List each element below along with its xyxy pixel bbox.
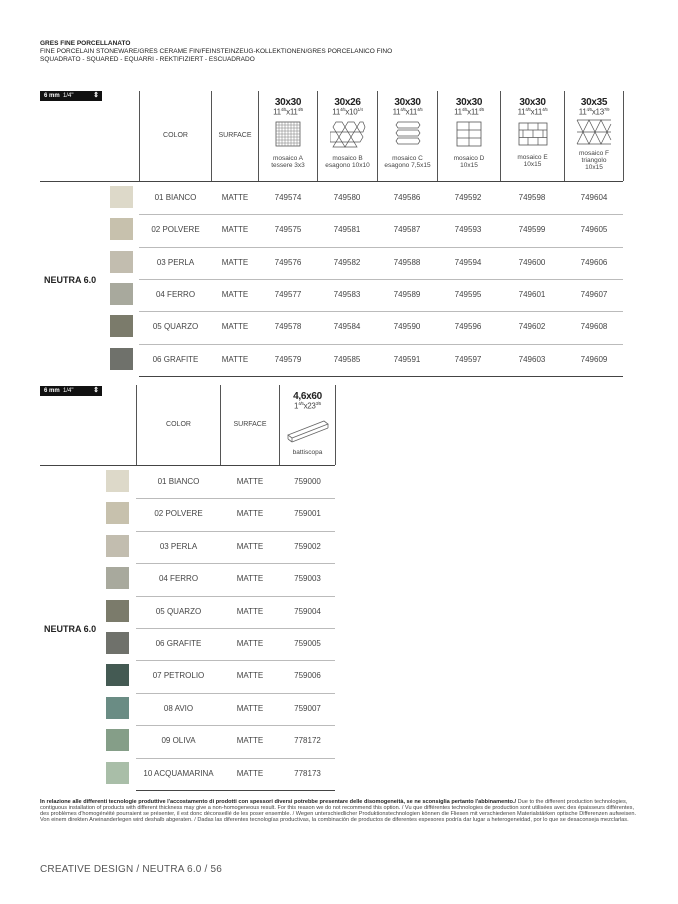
note-text: Due to the different production technologies, contiguous installation of products with different thickness may give a non-homogeneous result. For this reason we do not recommend this option. / Vu que différentes technologies de production sont utilisées avec des épaisseurs différentes, des problèmes d'homogénéité pourraient se présenter, il est donc déconseillé de les poser ensemble. / Wegen unterschiedlicher Produktionstechnologien können die Fliesen mit verschiedenen Materialstärken optische Differenzen aufweisen. Von einem direkten Aneinanderlegen wird deshalb abgeraten. / Dadas las diferentes tecnologías productivas, la combinación de productos de diferentes espesores podría dar lugar a heterogeneidad, por lo que se desaconseja mezclarlas. bbox=[40, 799, 637, 824]
format-header-skirting bbox=[280, 391, 335, 456]
article-code: 749592 bbox=[454, 193, 482, 202]
hexagon-mosaic-icon bbox=[330, 120, 366, 148]
format-header-e bbox=[501, 97, 564, 168]
skirting-board-icon bbox=[286, 417, 330, 443]
article-code: 749599 bbox=[518, 225, 546, 235]
article-code: 759002 bbox=[294, 541, 321, 551]
format-size: 30x26 bbox=[334, 97, 361, 108]
color-swatch bbox=[106, 762, 129, 784]
header-title: GRES FINE PORCELLANATO bbox=[40, 40, 131, 47]
article-code: 749585 bbox=[333, 354, 361, 364]
format-inch: $11^{4/5}x11^{4/5}$ bbox=[392, 107, 423, 117]
row-divider bbox=[139, 344, 623, 345]
divider bbox=[335, 385, 336, 465]
format-inch: $11^{4/5}x11^{4/5}$ bbox=[454, 107, 484, 117]
format-caption: mosaico C bbox=[392, 154, 423, 162]
surface-value: MATTE bbox=[221, 193, 249, 202]
thickness-inch: 1/4" bbox=[63, 93, 74, 99]
color-name: 04 FERRO bbox=[158, 574, 199, 584]
format-inch: $11^{4/5}x10^{1/4}$ bbox=[332, 107, 363, 117]
article-code: 749597 bbox=[454, 354, 482, 364]
surface-value: MATTE bbox=[236, 768, 264, 778]
color-name: 03 PERLA bbox=[156, 257, 195, 267]
color-swatch bbox=[106, 664, 129, 686]
format-header-f bbox=[565, 97, 623, 171]
format-inch: $11^{4/5}x11^{4/5}$ bbox=[517, 107, 548, 117]
article-code: 749593 bbox=[454, 225, 482, 235]
color-swatch bbox=[110, 348, 133, 370]
color-swatch bbox=[106, 567, 129, 589]
row-divider bbox=[139, 376, 623, 377]
square-grid-icon bbox=[456, 121, 482, 147]
format-caption: mosaico A bbox=[273, 154, 303, 162]
color-swatch bbox=[110, 186, 133, 208]
surface-value: MATTE bbox=[236, 541, 264, 551]
row-divider bbox=[139, 214, 623, 215]
surface-value: MATTE bbox=[236, 639, 264, 648]
color-name: 05 QUARZO bbox=[152, 322, 199, 332]
surface-value: MATTE bbox=[236, 736, 264, 746]
triangle-mosaic-icon bbox=[576, 119, 612, 145]
row-divider bbox=[136, 725, 335, 726]
article-code: 749586 bbox=[393, 193, 421, 202]
surface-value: MATTE bbox=[221, 322, 249, 332]
surface-column-header: SURFACE bbox=[218, 132, 252, 139]
color-name: 10 ACQUAMARINA bbox=[143, 768, 214, 778]
article-code: 749579 bbox=[274, 354, 302, 364]
table-rule bbox=[40, 465, 335, 466]
format-caption: mosaico D bbox=[453, 154, 485, 162]
article-code: 749598 bbox=[518, 193, 546, 202]
color-swatch bbox=[106, 502, 129, 524]
color-column-header: COLOR bbox=[163, 132, 188, 139]
color-swatch bbox=[106, 729, 129, 751]
surface-value: MATTE bbox=[236, 574, 264, 584]
article-code: 749580 bbox=[333, 193, 361, 202]
thickness-arrow-icon: ⇕ bbox=[93, 92, 99, 99]
color-swatch bbox=[106, 535, 129, 557]
article-code: 749602 bbox=[518, 322, 546, 332]
color-name: 05 QUARZO bbox=[155, 606, 202, 616]
color-swatch bbox=[110, 315, 133, 337]
format-caption: tessere 3x3 bbox=[271, 161, 305, 169]
color-name: 06 GRAFITE bbox=[152, 354, 199, 364]
surface-value: MATTE bbox=[236, 703, 264, 713]
divider bbox=[623, 91, 624, 181]
row-divider bbox=[139, 311, 623, 312]
page-header bbox=[40, 40, 392, 63]
article-code: 749587 bbox=[393, 225, 421, 235]
article-code: 749575 bbox=[274, 225, 302, 235]
article-code: 749607 bbox=[580, 289, 608, 299]
thickness-mm: 6 mm bbox=[44, 93, 60, 99]
thickness-badge bbox=[40, 386, 102, 396]
article-code: 759006 bbox=[294, 671, 321, 681]
color-name: 08 AVIO bbox=[163, 703, 194, 713]
format-caption: battiscopa bbox=[292, 448, 323, 456]
article-code: 749578 bbox=[274, 322, 302, 332]
thickness-mm: 6 mm bbox=[44, 388, 60, 394]
surface-value: MATTE bbox=[236, 671, 264, 681]
surface-value: MATTE bbox=[221, 354, 249, 364]
row-divider bbox=[136, 660, 335, 661]
series-name: NEUTRA 6.0 bbox=[44, 275, 97, 285]
color-swatch bbox=[106, 697, 129, 719]
color-name: 01 BIANCO bbox=[157, 477, 200, 486]
article-code: 749574 bbox=[274, 193, 302, 202]
format-size: 4,6x60 bbox=[293, 391, 322, 402]
surface-value: MATTE bbox=[221, 225, 249, 235]
thickness-inch: 1/4" bbox=[63, 388, 74, 394]
format-size: 30x30 bbox=[394, 97, 421, 108]
format-header-d bbox=[438, 97, 500, 169]
thickness-warning-note bbox=[40, 799, 640, 823]
article-code: 749577 bbox=[274, 289, 302, 299]
article-code: 749609 bbox=[580, 354, 608, 364]
format-size: 30x30 bbox=[274, 97, 302, 108]
surface-value: MATTE bbox=[221, 289, 249, 299]
surface-column-header: SURFACE bbox=[233, 421, 267, 428]
series-name: NEUTRA 6.0 bbox=[44, 624, 97, 634]
header-edge: SQUADRATO - SQUARED - EQUARRI - REKTIFIZIERT - ESCUADRADO bbox=[40, 55, 255, 63]
color-name: 02 POLVERE bbox=[154, 509, 203, 519]
row-divider bbox=[139, 279, 623, 280]
article-code: 749596 bbox=[454, 322, 482, 332]
color-swatch bbox=[110, 251, 133, 273]
row-divider bbox=[136, 596, 335, 597]
row-divider bbox=[136, 628, 335, 629]
row-divider bbox=[136, 693, 335, 694]
row-divider bbox=[136, 563, 335, 564]
article-code: 749581 bbox=[333, 225, 361, 235]
color-swatch bbox=[106, 600, 129, 622]
article-code: 749600 bbox=[518, 257, 546, 267]
color-swatch bbox=[106, 632, 129, 654]
format-caption: mosaico F bbox=[579, 149, 609, 157]
color-swatch bbox=[110, 218, 133, 240]
article-code: 749589 bbox=[393, 289, 421, 299]
format-caption: triangolo bbox=[581, 156, 607, 164]
article-code: 759007 bbox=[294, 703, 321, 713]
header-translations: FINE PORCELAIN STONEWARE/GRES CERAME FIN/FEINSTEINZEUG-KOLLEKTIONEN/GRES PORCELANICO FINO bbox=[40, 47, 393, 55]
color-swatch bbox=[110, 283, 133, 305]
color-name: 03 PERLA bbox=[159, 541, 198, 551]
article-code: 749576 bbox=[274, 257, 302, 267]
article-code: 749595 bbox=[454, 289, 482, 299]
thickness-arrow-icon: ⇕ bbox=[93, 387, 99, 394]
format-caption: esagono 10x10 bbox=[325, 161, 370, 169]
article-code: 778173 bbox=[294, 768, 321, 778]
format-size: 30x30 bbox=[519, 97, 546, 108]
article-code: 759000 bbox=[294, 477, 321, 486]
article-code: 759001 bbox=[294, 509, 321, 519]
format-caption: 10x15 bbox=[585, 163, 603, 171]
color-name: 01 BIANCO bbox=[154, 193, 197, 202]
format-inch: $1^{4/5}x23^{3/5}$ bbox=[294, 401, 321, 411]
article-code: 749604 bbox=[580, 193, 608, 202]
color-name: 04 FERRO bbox=[155, 289, 196, 299]
row-divider bbox=[136, 758, 335, 759]
row-divider bbox=[139, 247, 623, 248]
color-name: 09 OLIVA bbox=[161, 736, 196, 746]
surface-value: MATTE bbox=[236, 477, 264, 486]
article-code: 749605 bbox=[580, 225, 608, 235]
article-code: 749608 bbox=[580, 322, 608, 332]
row-divider bbox=[136, 531, 335, 532]
mosaic-grid-icon bbox=[275, 121, 301, 147]
article-code: 749584 bbox=[333, 322, 361, 332]
page-footer: CREATIVE DESIGN / NEUTRA 6.0 / 56 bbox=[40, 864, 223, 875]
color-column-header: COLOR bbox=[166, 421, 191, 428]
article-code: 759004 bbox=[294, 606, 321, 616]
color-name: 02 POLVERE bbox=[151, 225, 200, 235]
article-code: 749591 bbox=[393, 354, 421, 364]
elongated-hexagon-icon bbox=[394, 120, 422, 148]
article-code: 778172 bbox=[294, 736, 321, 746]
brick-grid-icon bbox=[518, 122, 548, 146]
article-code: 749594 bbox=[454, 257, 482, 267]
format-caption: mosaico B bbox=[332, 154, 363, 162]
surface-value: MATTE bbox=[221, 257, 249, 267]
format-caption: esagono 7,5x15 bbox=[384, 161, 431, 169]
format-inch: $11^{4/5}x11^{4/5}$ bbox=[273, 107, 303, 117]
color-swatch bbox=[106, 470, 129, 492]
format-header-a bbox=[259, 97, 317, 169]
surface-value: MATTE bbox=[236, 606, 264, 616]
article-code: 759005 bbox=[294, 639, 321, 648]
row-divider bbox=[136, 790, 335, 791]
format-caption: 10x15 bbox=[523, 160, 542, 168]
format-inch: $11^{4/5}x13^{7/9}$ bbox=[578, 107, 610, 117]
article-code: 749588 bbox=[393, 257, 421, 267]
article-code: 749590 bbox=[393, 322, 421, 332]
table-rule bbox=[40, 181, 623, 182]
row-divider bbox=[136, 498, 335, 499]
thickness-badge bbox=[40, 91, 102, 101]
article-code: 749582 bbox=[333, 257, 361, 267]
format-header-c bbox=[378, 97, 437, 169]
article-code: 749603 bbox=[518, 354, 546, 364]
article-code: 749583 bbox=[333, 289, 361, 299]
surface-value: MATTE bbox=[236, 509, 264, 519]
article-code: 749601 bbox=[518, 289, 546, 299]
color-name: 06 GRAFITE bbox=[155, 639, 202, 648]
color-name: 07 PETROLIO bbox=[152, 671, 205, 681]
format-caption: mosaico E bbox=[517, 153, 548, 161]
article-code: 759003 bbox=[294, 574, 321, 584]
format-size: 30x30 bbox=[455, 97, 483, 108]
format-size: 30x35 bbox=[580, 97, 608, 108]
note-bold: In relazione alle differenti tecnologie produttive l'accostamento di prodotti con spessori diversi potrebbe presentare delle disomogeneità, se ne sconsiglia pertanto l'abbinamento./ bbox=[40, 799, 517, 805]
article-code: 749606 bbox=[580, 257, 608, 267]
format-header-b bbox=[318, 97, 377, 169]
format-caption: 10x15 bbox=[460, 161, 478, 169]
